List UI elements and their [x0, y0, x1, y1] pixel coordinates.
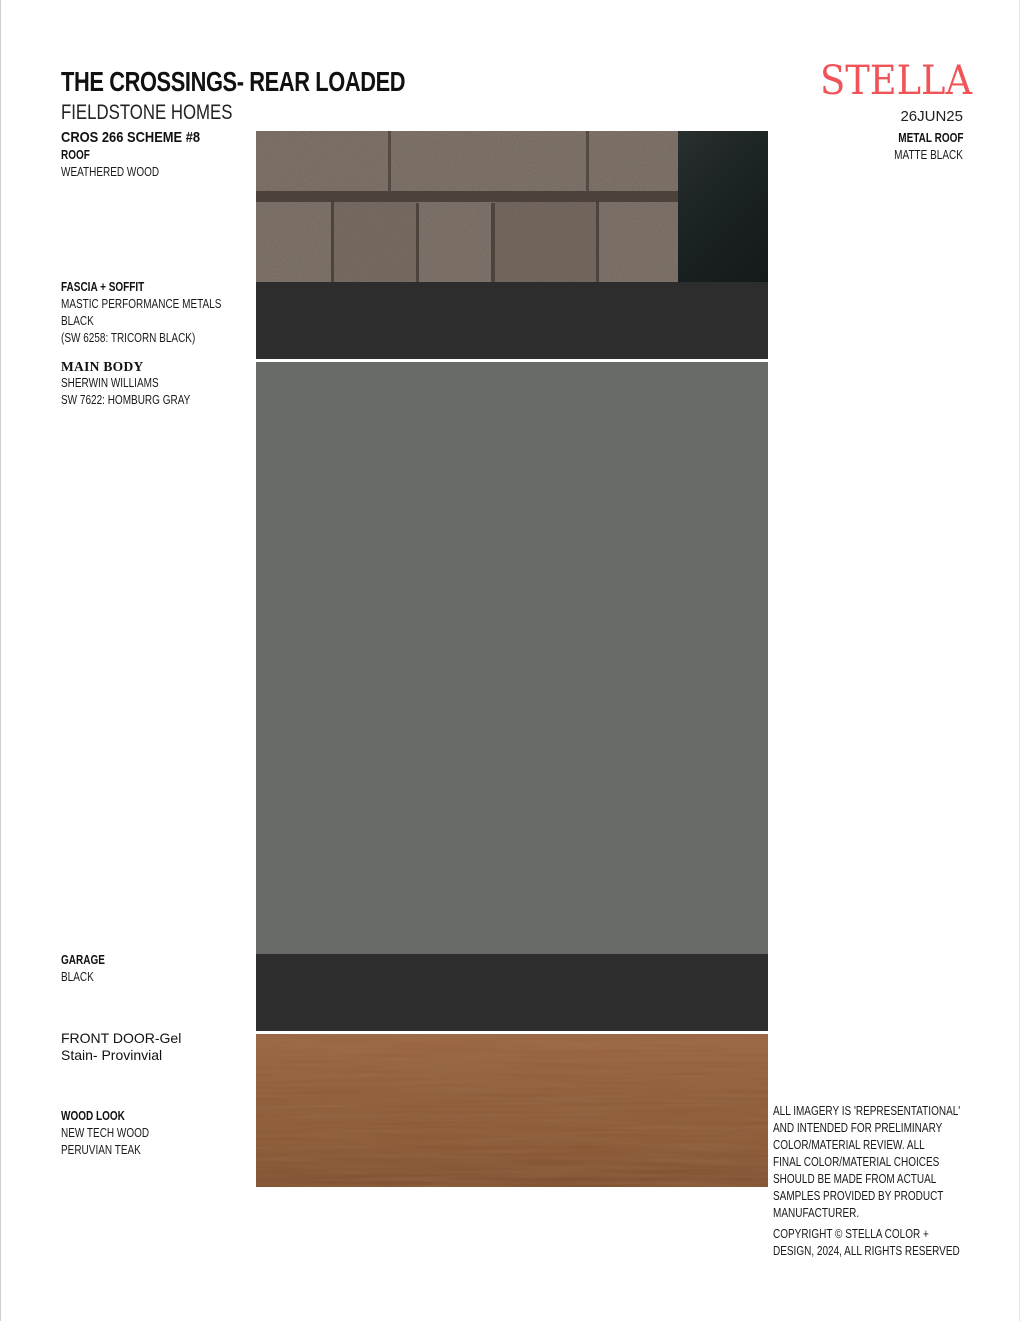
page-border [0, 0, 1, 1321]
wood-look-label [61, 1108, 171, 1159]
main-body-swatch [256, 362, 768, 954]
main-body-line: SHERWIN WILLIAMS [61, 376, 159, 390]
project-title: THE CROSSINGS- REAR LOADED [61, 66, 406, 97]
metal-roof-value: MATTE BLACK [894, 148, 963, 162]
copyright-line: DESIGN, 2024, ALL RIGHTS RESERVED [773, 1244, 960, 1258]
disclaimer [773, 1103, 973, 1260]
stella-logo: STELLA [820, 58, 973, 104]
main-body-line: SW 7622: HOMBURG GRAY [61, 393, 191, 407]
garage-swatch [256, 954, 768, 1031]
roof-shingle-swatch [256, 131, 678, 282]
metal-roof-heading: METAL ROOF [897, 131, 963, 145]
garage-heading: GARAGE [61, 953, 105, 967]
fascia-line: BLACK [61, 314, 94, 328]
page-border [1019, 0, 1020, 1321]
metal-roof-label [877, 130, 963, 164]
date-stamp: 26JUN25 [900, 108, 963, 125]
fascia-label [61, 279, 261, 347]
fascia-swatch [256, 282, 768, 359]
roof-label [61, 147, 184, 181]
wood-look-heading: WOOD LOOK [61, 1109, 125, 1123]
fascia-line: (SW 6258: TRICORN BLACK) [61, 331, 196, 345]
wood-look-line: NEW TECH WOOD [61, 1126, 150, 1140]
front-door-line: FRONT DOOR-Gel [61, 1030, 182, 1046]
metal-roof-swatch [678, 131, 768, 282]
copyright-line: COPYRIGHT © STELLA COLOR + [773, 1227, 929, 1241]
fascia-heading: FASCIA + SOFFIT [61, 280, 145, 294]
garage-value: BLACK [61, 970, 94, 984]
front-door-label [61, 1030, 181, 1064]
front-door-line: Stain- Provinvial [61, 1047, 163, 1063]
wood-look-line: PERUVIAN TEAK [61, 1143, 141, 1157]
wood-look-swatch [256, 1034, 768, 1187]
garage-label [61, 952, 116, 986]
disclaimer-line: MANUFACTURER. [773, 1206, 860, 1220]
roof-heading: ROOF [61, 148, 90, 162]
disclaimer-line: SHOULD BE MADE FROM ACTUAL [773, 1172, 937, 1186]
fascia-line: MASTIC PERFORMANCE METALS [61, 297, 222, 311]
disclaimer-line: SAMPLES PROVIDED BY PRODUCT [773, 1189, 944, 1203]
builder-name: FIELDSTONE HOMES [61, 101, 233, 124]
disclaimer-line: ALL IMAGERY IS 'REPRESENTATIONAL' [773, 1104, 961, 1118]
main-body-label [61, 358, 223, 409]
disclaimer-line: FINAL COLOR/MATERIAL CHOICES [773, 1155, 940, 1169]
main-body-heading: MAIN BODY [61, 359, 144, 374]
disclaimer-line: COLOR/MATERIAL REVIEW. ALL [773, 1138, 925, 1152]
roof-value: WEATHERED WOOD [61, 165, 160, 179]
disclaimer-line: AND INTENDED FOR PRELIMINARY [773, 1121, 943, 1135]
scheme-name: CROS 266 SCHEME #8 [61, 129, 201, 146]
